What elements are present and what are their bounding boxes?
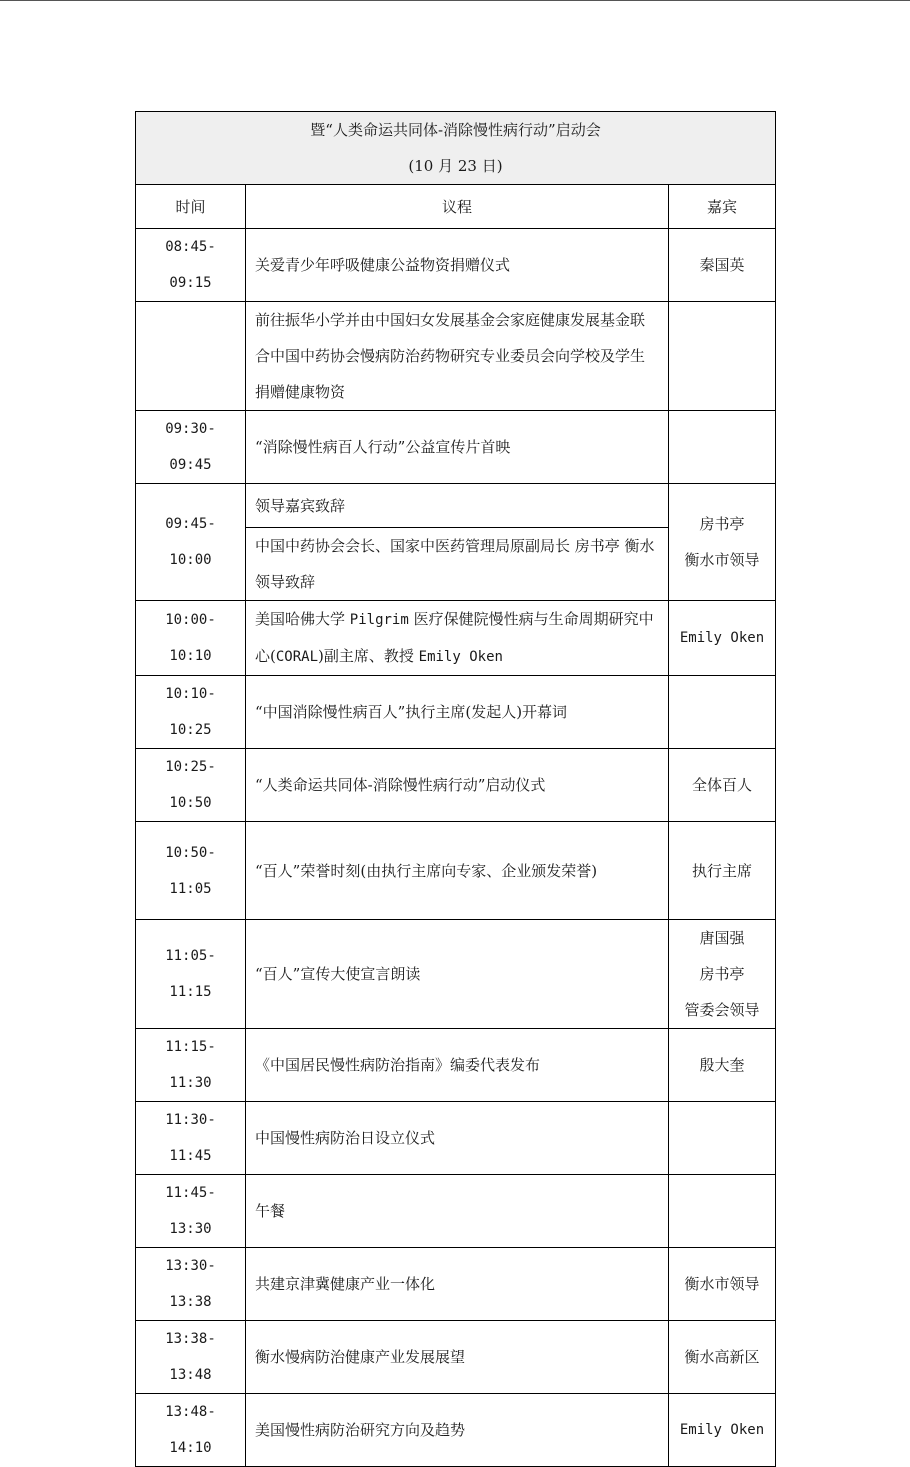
row-agenda: 共建京津冀健康产业一体化	[246, 1248, 669, 1321]
row-time: 10:50-11:05	[136, 822, 246, 920]
column-header-row	[136, 185, 776, 229]
row-guest	[669, 411, 776, 484]
row-agenda: “百人”荣誉时刻(由执行主席向专家、企业颁发荣誉)	[246, 822, 669, 920]
agenda-text: )副主席、教授	[318, 647, 419, 665]
row-agenda: 前往振华小学并由中国妇女发展基金会家庭健康发展基金联合中国中药协会慢病防治药物研究专业委员会向学校及学生捐赠健康物资	[246, 302, 669, 411]
row-agenda: 美国慢性病防治研究方向及趋势	[246, 1394, 669, 1467]
guest-name: 管委会领导	[684, 1001, 760, 1019]
row-guest: 全体百人	[669, 749, 776, 822]
row-guest	[669, 920, 776, 1029]
agenda-text-latin: Pilgrim	[349, 612, 409, 628]
row-guest	[669, 676, 776, 749]
row-time	[136, 302, 246, 411]
table-row	[136, 749, 776, 822]
table-row	[136, 601, 776, 676]
row-guest: 秦国英	[669, 229, 776, 302]
table-row	[136, 484, 776, 528]
row-time: 09:30-09:45	[136, 411, 246, 484]
row-agenda: 午餐	[246, 1175, 669, 1248]
guest-name: 唐国强	[699, 929, 745, 947]
event-title: 暨“人类命运共同体-消除慢性病行动”启动会	[310, 121, 601, 139]
table-row	[136, 1394, 776, 1467]
table-title-cell	[136, 112, 776, 185]
row-agenda: 中国慢性病防治日设立仪式	[246, 1102, 669, 1175]
table-row	[136, 1029, 776, 1102]
page-top-rule	[0, 0, 910, 1]
row-guest	[669, 1102, 776, 1175]
row-time: 08:45-09:15	[136, 229, 246, 302]
row-agenda: 《中国居民慢性病防治指南》编委代表发布	[246, 1029, 669, 1102]
row-agenda: 关爱青少年呼吸健康公益物资捐赠仪式	[246, 229, 669, 302]
table-row	[136, 1175, 776, 1248]
row-agenda: “中国消除慢性病百人”执行主席(发起人)开幕词	[246, 676, 669, 749]
row-time: 13:30-13:38	[136, 1248, 246, 1321]
agenda-text: 医疗保健院慢性病与生命周期研究中心(	[255, 610, 654, 665]
row-time: 10:10-10:25	[136, 676, 246, 749]
row-time: 11:15-11:30	[136, 1029, 246, 1102]
row-time: 09:45-10:00	[136, 484, 246, 601]
event-date: (10 月 23 日)	[408, 157, 503, 175]
agenda-text: 美国哈佛大学	[255, 610, 350, 628]
guest-name: 房书亭	[699, 965, 745, 983]
table-row	[136, 1248, 776, 1321]
row-guest	[669, 1175, 776, 1248]
agenda-text-latin: Emily Oken	[418, 649, 503, 665]
table-row	[136, 822, 776, 920]
row-time: 10:25-10:50	[136, 749, 246, 822]
row-guest: Emily Oken	[669, 601, 776, 676]
row-guest: 衡水市领导	[669, 1248, 776, 1321]
guest-name: 衡水市领导	[684, 551, 760, 569]
row-agenda: “消除慢性病百人行动”公益宣传片首映	[246, 411, 669, 484]
row-time: 13:48-14:10	[136, 1394, 246, 1467]
table-row	[136, 302, 776, 411]
agenda-text-latin: CORAL	[275, 649, 319, 665]
row-guest: Emily Oken	[669, 1394, 776, 1467]
table-row	[136, 676, 776, 749]
table-row	[136, 1102, 776, 1175]
row-guest	[669, 484, 776, 601]
row-time: 11:30-11:45	[136, 1102, 246, 1175]
row-time: 10:00-10:10	[136, 601, 246, 676]
row-agenda: “人类命运共同体-消除慢性病行动”启动仪式	[246, 749, 669, 822]
row-guest: 衡水高新区	[669, 1321, 776, 1394]
agenda-table	[135, 111, 776, 1467]
row-time: 11:05-11:15	[136, 920, 246, 1029]
table-row	[136, 229, 776, 302]
row-guest	[669, 302, 776, 411]
column-header-agenda: 议程	[246, 185, 669, 229]
table-title-row	[136, 112, 776, 185]
column-header-time: 时间	[136, 185, 246, 229]
row-time: 13:38-13:48	[136, 1321, 246, 1394]
row-guest: 殷大奎	[669, 1029, 776, 1102]
guest-name: 房书亭	[699, 515, 745, 533]
row-guest: 执行主席	[669, 822, 776, 920]
table-row	[136, 1321, 776, 1394]
row-agenda: “百人”宣传大使宣言朗读	[246, 920, 669, 1029]
table-row	[136, 920, 776, 1029]
row-agenda-part-a: 领导嘉宾致辞	[246, 484, 669, 528]
row-agenda	[246, 601, 669, 676]
row-agenda: 衡水慢病防治健康产业发展展望	[246, 1321, 669, 1394]
row-agenda-part-b: 中国中药协会会长、国家中医药管理局原副局长 房书亭 衡水领导致辞	[246, 528, 669, 601]
row-time: 11:45-13:30	[136, 1175, 246, 1248]
column-header-guest: 嘉宾	[669, 185, 776, 229]
table-row	[136, 411, 776, 484]
